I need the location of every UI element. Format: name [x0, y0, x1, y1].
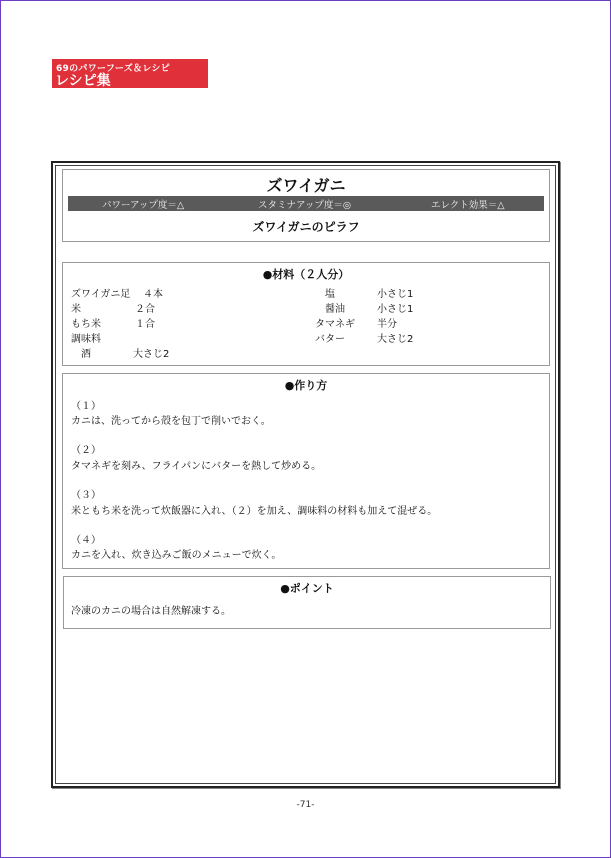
method-heading: ●作り方 — [284, 379, 328, 392]
ingredient-name: タマネギ — [315, 319, 355, 330]
step-number: （２） — [71, 445, 101, 456]
rating-power: パワーアップ度＝△ — [102, 200, 185, 211]
ingredient-amount: ２合 — [135, 304, 155, 315]
rating-stamina: スタミナアップ度＝◎ — [258, 200, 352, 211]
point-heading: ●ポイント — [280, 582, 334, 595]
ingredient-name: バター — [315, 334, 345, 345]
ingredient-name: 米 — [71, 304, 81, 315]
header-subtitle: 69のパワーフーズ＆レシピ — [56, 64, 171, 74]
ingredient-amount: 大さじ2 — [133, 349, 170, 360]
step-text: 米ともち米を洗って炊飯器に入れ、（２）を加え、調味料の材料も加えて混ぜる。 — [71, 506, 438, 517]
ingredient-amount: ４本 — [143, 289, 163, 300]
step-text: カニを入れ、炊き込みご飯のメニューで炊く。 — [71, 550, 282, 561]
page-number: -71- — [296, 800, 315, 810]
ingredient-amount: １合 — [135, 319, 155, 330]
ingredient-name: 塩 — [325, 289, 335, 300]
ingredient-name: 調味料 — [71, 334, 101, 345]
ingredient-name: 醤油 — [325, 304, 345, 315]
point-text: 冷凍のカニの場合は自然解凍する。 — [71, 606, 231, 617]
ingredient-amount: 大さじ2 — [377, 334, 414, 345]
step-text: タマネギを刻み、フライパンにバターを熱して炒める。 — [71, 461, 322, 472]
step-number: （３） — [71, 490, 101, 501]
rating-erect: エレクト効果＝△ — [431, 200, 505, 211]
ingredient-amount: 半分 — [377, 319, 397, 330]
step-text: カニは、洗ってから殻を包丁で削いでおく。 — [71, 416, 271, 427]
ingredient-title: ズワイガニ — [266, 176, 346, 195]
ingredient-amount: 小さじ1 — [377, 289, 414, 300]
step-number: （４） — [71, 535, 101, 546]
method-box — [62, 373, 550, 569]
ingredient-amount: 小さじ1 — [377, 304, 414, 315]
step-number: （１） — [71, 401, 101, 412]
rating-bar — [68, 196, 544, 211]
header-title: レシピ集 — [55, 73, 111, 89]
header-badge — [52, 59, 208, 88]
point-box — [63, 576, 551, 629]
ingredients-heading: ●材料（２人分） — [262, 268, 350, 281]
ingredient-name: もち米 — [71, 319, 101, 330]
ingredients-box — [62, 262, 550, 366]
dish-name: ズワイガニのピラフ — [252, 220, 360, 234]
ingredient-name: 酒 — [81, 349, 91, 360]
ingredient-name: ズワイガニ足 — [71, 289, 131, 300]
recipe-title-box — [62, 169, 550, 242]
